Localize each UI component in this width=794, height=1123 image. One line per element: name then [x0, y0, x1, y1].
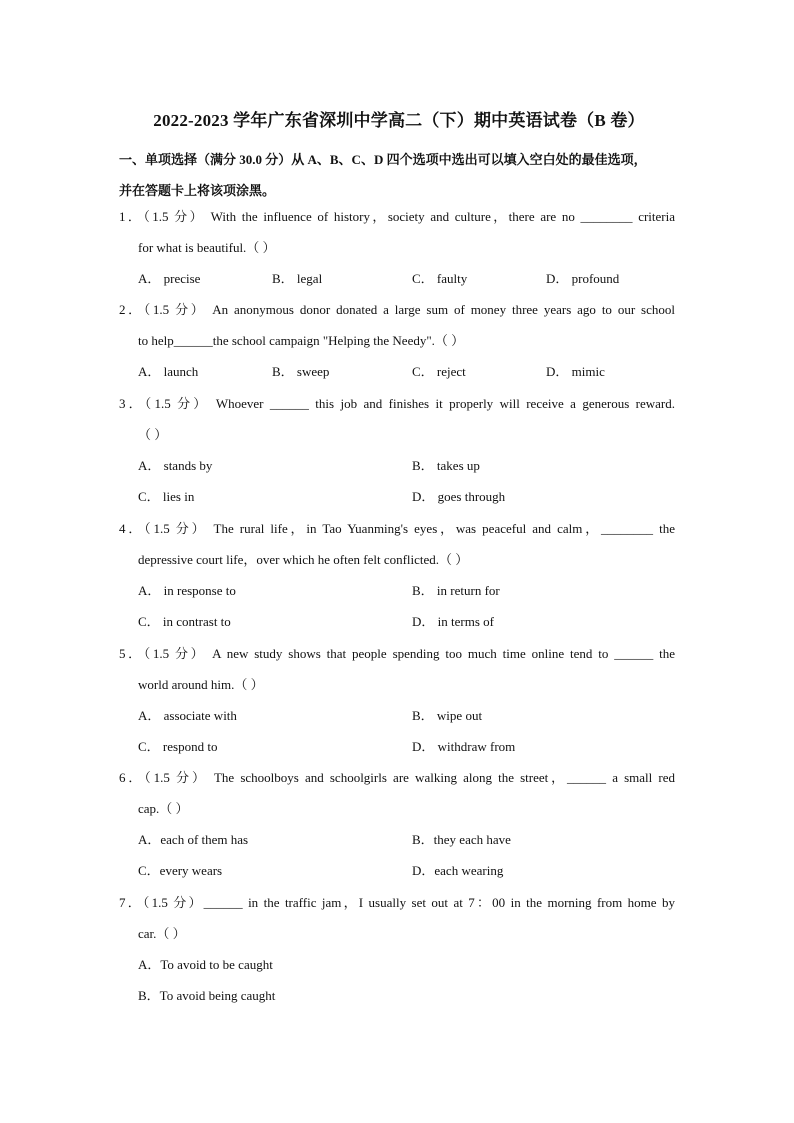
- question-stem-continued: world around him.（ ）: [138, 677, 264, 692]
- question-stem-continued: （ ）: [138, 427, 168, 442]
- options-row: [119, 824, 675, 855]
- options-row: [119, 356, 675, 387]
- question-1: [119, 201, 675, 294]
- option-b[interactable]: B．they each have: [412, 832, 511, 847]
- option-a[interactable]: A． precise: [138, 271, 201, 286]
- option-c[interactable]: C． respond to: [138, 739, 218, 754]
- option-b[interactable]: B． legal: [272, 271, 323, 286]
- question-stem-continued: to help______the school campaign "Helping the Needy".（ ）: [138, 333, 465, 348]
- option-a[interactable]: A． launch: [138, 364, 199, 379]
- options-row: [119, 450, 675, 481]
- question-stem: 7．（1.5 分）______ in the traffic jam，I usually set out at 7：00 in the morning from home by: [119, 895, 675, 910]
- option-c[interactable]: C． in contrast to: [138, 614, 231, 629]
- question-stem: 6．（1.5 分） The schoolboys and schoolgirls are walking along the street，______ a small red: [119, 770, 675, 785]
- option-a[interactable]: A．each of them has: [138, 832, 249, 847]
- question-stem-continued: cap.（ ）: [138, 801, 189, 816]
- option-d[interactable]: D． mimic: [546, 364, 605, 379]
- question-4: [119, 513, 675, 637]
- option-c[interactable]: C． reject: [412, 364, 466, 379]
- options-row: [119, 575, 675, 606]
- option-a[interactable]: A． in response to: [138, 583, 236, 598]
- section-instructions-line2: 并在答题卡上将该项涂黑。: [119, 183, 276, 198]
- question-5: [119, 638, 675, 762]
- options-row: [119, 263, 675, 294]
- question-7: [119, 887, 675, 1011]
- option-d[interactable]: D． profound: [546, 271, 620, 286]
- option-d[interactable]: D． goes through: [412, 489, 506, 504]
- option-a[interactable]: A． associate with: [138, 708, 237, 723]
- question-stem: 2．（1.5 分） An anonymous donor donated a large sum of money three years ago to our school: [119, 302, 675, 317]
- question-6: [119, 762, 675, 886]
- question-stem-continued: depressive court life，over which he often felt conflicted.（ ）: [138, 552, 469, 567]
- option-c[interactable]: C． lies in: [138, 489, 195, 504]
- page-title: 2022-2023 学年广东省深圳中学高二（下）期中英语试卷（B 卷）: [153, 111, 645, 130]
- options-row: [119, 980, 675, 1011]
- option-d[interactable]: D． in terms of: [412, 614, 494, 629]
- option-a[interactable]: A． stands by: [138, 458, 213, 473]
- option-b[interactable]: B． in return for: [412, 583, 500, 598]
- option-b[interactable]: B． wipe out: [412, 708, 483, 723]
- option-a[interactable]: A．To avoid to be caught: [138, 957, 273, 972]
- question-3: [119, 388, 675, 512]
- section-instructions: [119, 144, 675, 206]
- question-stem-continued: for what is beautiful.（ ）: [138, 240, 276, 255]
- question-stem: 3．（1.5 分） Whoever ______ this job and finishes it properly will receive a generous reward.: [119, 396, 675, 411]
- options-row: [119, 949, 675, 980]
- question-stem: 1．（1.5 分） With the influence of history，society and culture，there are no ________ criteria: [119, 209, 675, 224]
- section-instructions-line1: 一、单项选择（满分 30.0 分）从 A、B、C、D 四个选项中选出可以填入空白处的最佳选项，: [119, 152, 647, 167]
- question-2: [119, 294, 675, 387]
- options-row: [119, 855, 675, 886]
- question-stem: 4．（1.5 分） The rural life，in Tao Yuanming's eyes，was peaceful and calm，________ the: [119, 521, 675, 536]
- option-d[interactable]: D．each wearing: [412, 863, 504, 878]
- question-stem-continued: car.（ ）: [138, 926, 186, 941]
- options-row: [119, 606, 675, 637]
- options-row: [119, 481, 675, 512]
- options-row: [119, 700, 675, 731]
- option-b[interactable]: B． takes up: [412, 458, 480, 473]
- option-b[interactable]: B． sweep: [272, 364, 330, 379]
- option-c[interactable]: C．every wears: [138, 863, 223, 878]
- question-stem: 5．（1.5 分） A new study shows that people spending too much time online tend to ______ the: [119, 646, 675, 661]
- option-c[interactable]: C． faulty: [412, 271, 468, 286]
- option-b[interactable]: B．To avoid being caught: [138, 988, 276, 1003]
- option-d[interactable]: D． withdraw from: [412, 739, 516, 754]
- options-row: [119, 731, 675, 762]
